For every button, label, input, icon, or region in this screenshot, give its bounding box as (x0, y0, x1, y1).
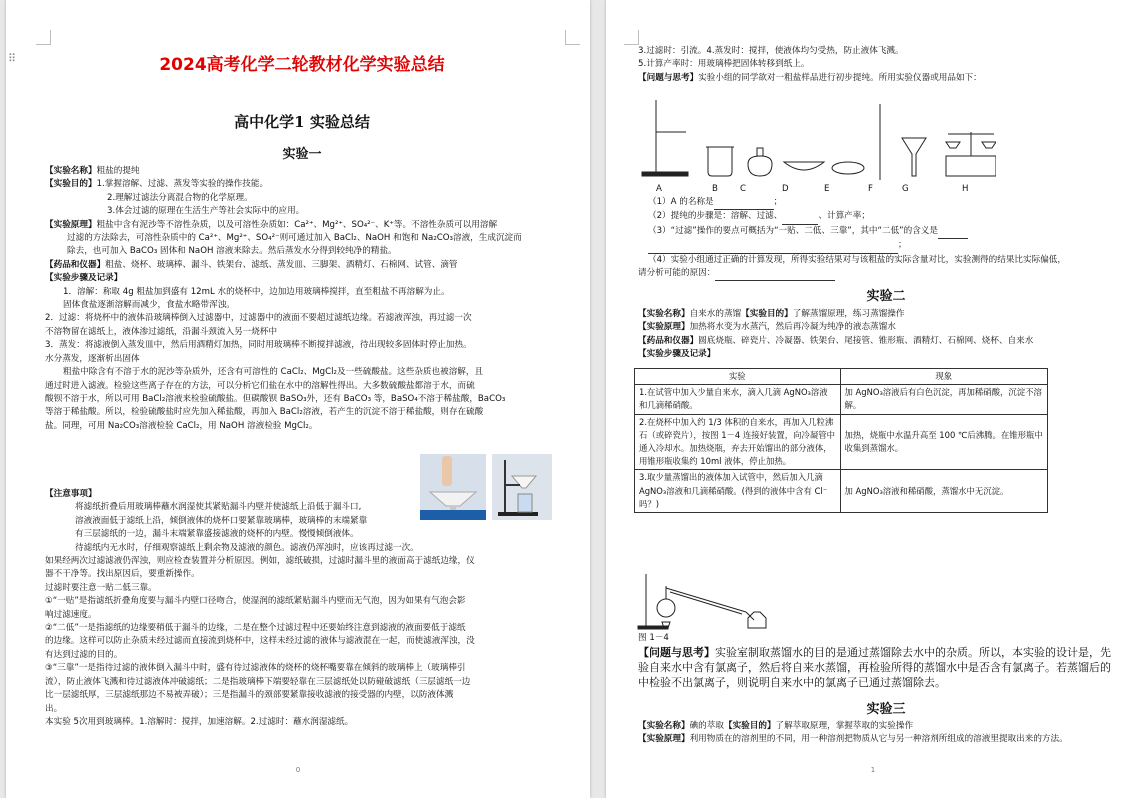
label: 【实验名称】 (638, 309, 690, 319)
label: 【实验名称】 (45, 166, 97, 176)
answer-blank[interactable] (938, 225, 968, 239)
questions-block (638, 196, 1136, 281)
experiment-3-title: 实验三 (866, 702, 906, 717)
question: （3）“过滤”操作的要点可概括为“一贴、二低、三靠”，其中“二低”的含义是 (648, 225, 938, 236)
text: 利用物质在的溶剂里的不同，用一种溶剂把物质从它与另一种溶剂所组成的溶液里提取出来的方法。 (689, 734, 1068, 745)
apparatus-label: G (902, 184, 909, 194)
crop-mark (565, 30, 580, 45)
note-line: 如果经两次过滤滤液仍浑浊，则应检查装置并分析原因。例如，滤纸破损，过滤时漏斗里的液面高于滤纸边缘，仪 (45, 556, 475, 567)
apparatus-label: B (712, 184, 718, 194)
text: 3.过滤时：引流。4.蒸发时：搅拌，使液体均匀受热，防止液体飞溅。 (638, 46, 904, 56)
question-end: ； (898, 240, 907, 251)
apparatus-label: E (824, 184, 830, 194)
label: 【实验目的】 (741, 309, 793, 319)
text: 实验室制取蒸馏水的目的是通过蒸馏除去水中的杂质。所以，本实验的设计是，先 (715, 646, 1111, 659)
text: 过滤的方法除去，可溶性杂质中的 Ca²⁺、Mg²⁺、SO₄²⁻则可通过加入 BaCl₂、NaOH 和饱和 Na₂CO₃溶液，生成沉淀而 (67, 233, 522, 244)
experiment-2-title: 实验二 (866, 289, 906, 304)
answer-blank[interactable] (715, 267, 835, 281)
note-line: 的边缘。这样可以防止杂质未经过滤而直接流到烧杯中，这样未经过滤的液体与滤液混在一起，而使滤液浑浊，没 (45, 636, 475, 647)
note-line: 出。 (45, 703, 63, 714)
question: 请分析可能的原因： (638, 268, 716, 279)
step-text: 1．溶解：称取 4g 粗盐加到盛有 12mL 水的烧杯中，边加边用玻璃棒搅拌，直至粗盐不再溶解为止。 (63, 286, 450, 297)
apparatus-labels (656, 183, 996, 195)
step-text: 2．过滤：将烧杯中的液体沿玻璃棒倒入过滤器中，过滤器中的液面不要超过滤纸边缘。若滤液浑浊，再过滤一次 (45, 313, 472, 324)
note-line: 过滤时要注意一贴二低三靠。 (45, 582, 157, 593)
note-line: 有三层滤纸的一边，漏斗末端紧靠盛接滤液的烧杯的内壁。慢慢倾倒液体。 (75, 529, 359, 540)
page-number: 1 (870, 766, 876, 774)
drag-handle-icon[interactable]: ⠿ (8, 52, 17, 65)
note-line: 响过滤速度。 (45, 609, 97, 620)
apparatus-label: C (740, 184, 747, 194)
label: 【问题与思考】 (638, 72, 699, 83)
note-line: 待滤纸内无水时，仔细观察滤纸上剩余物及滤液的颜色。滤液仍浑浊时，应该再过滤一次。 (75, 542, 419, 553)
note-line: ③“三靠”一是指待过滤的液体倒入漏斗中时，盛有待过滤液体的烧杯的烧杯嘴要靠在倾斜的玻璃棒上（玻璃棒引 (45, 663, 466, 674)
step-text: 3．蒸发：将滤液倒入蒸发皿中，然后用酒精灯加热，同时用玻璃棒不断搅拌滤液，待出现较多固体时停止加热。 (45, 340, 472, 351)
label: 【药品和仪器】 (638, 335, 699, 346)
crop-mark (624, 30, 639, 45)
note-line: 本实验 5次用到玻璃棒。1.溶解时：搅拌，加速溶解。2.过滤时：蘸水润湿滤纸。 (45, 716, 354, 727)
text: 等溶于稀盐酸。所以，检验硫酸盐时应先加入稀盐酸，再加入 BaCl₂溶液，若产生的沉淀不溶于稀盐酸，则存在硫酸 (45, 407, 484, 418)
step-text: 水分蒸发，逐渐析出固体 (45, 353, 140, 364)
apparatus-label: H (962, 184, 969, 194)
answer-blank[interactable] (714, 196, 774, 210)
text: 了解蒸馏原理，练习蒸馏操作 (792, 309, 905, 319)
question: （4）实验小组通过正确的计算发现，所得实验结果对与该粗盐的实际含量对比，实验测得的结果比实际偏低， (648, 254, 1066, 265)
label: 【实验步骤及记录】 (45, 273, 123, 284)
document-title: 2024高考化学二轮教材化学实验总结 (159, 55, 445, 75)
document-page-1 (6, 0, 590, 798)
table-header: 现象 (840, 369, 1048, 385)
experiment-1-title: 实验一 (282, 147, 322, 162)
step-text: 固体食盐逐渐溶解而减少，食盐水略带浑浊。 (63, 300, 235, 311)
text: 粗盐中含有泥沙等不溶性杂质，以及可溶性杂质如：Ca²⁺、Mg²⁺、SO₄²⁻、K⁺等。不溶性杂质可以用溶解 (96, 219, 498, 230)
note-line: 有达到过滤的目的。 (45, 649, 123, 660)
question-thinking-2 (638, 645, 1138, 690)
note-line: 溶液液面低于滤纸上沿，倾倒液体的烧杯口要紧靠玻璃棒，玻璃棒的末端紧靠 (75, 515, 368, 526)
experiment-1-body (45, 165, 565, 433)
note-line: 器不干净等。找出原因后，要重新操作。 (45, 569, 200, 580)
text: 粗盐的提纯 (96, 166, 140, 176)
table-row (635, 385, 1048, 414)
page-number: 0 (295, 766, 301, 774)
goal-item: 3.体会过滤的原理在生活生产等社会实际中的应用。 (107, 206, 305, 217)
label: 【实验名称】 (638, 721, 690, 731)
distillation-figure (636, 572, 776, 632)
note-line: 比一层滤纸厚，三层滤纸那边不易被弄破）；三是指漏斗的颈部要紧靠接收滤液的接受器的内壁，以防液体溅 (45, 690, 454, 701)
table-row (635, 414, 1048, 470)
note-line: ②“二低”一是指滤纸的边缘要稍低于漏斗的边缘，二是在整个过滤过程中还要始终注意到滤液的液面要低于滤纸 (45, 623, 466, 634)
text: 通过时进入滤液。检验这些离子存在的方法，可以分析它们盐在水中的溶解性得出。大多数硫酸盐都溶于水，而硫 (45, 380, 475, 391)
question: （1）A 的名称是 (648, 197, 714, 207)
apparatus-label: D (782, 184, 789, 194)
experiment-3-body (638, 720, 1138, 747)
text: 5.计算产率时：用玻璃棒把固体转移到纸上。 (638, 59, 810, 70)
figure-caption: 图 1－4 (638, 633, 669, 643)
text: 盐。同理，可用 Na₂CO₃溶液检验 CaCl₂，用 NaOH 溶液检验 MgCl₂。 (45, 420, 318, 431)
apparatus-figure (636, 92, 996, 192)
answer-blank[interactable] (782, 210, 818, 224)
goal-item: 2.理解过滤法分离混合物的化学原理。 (107, 192, 253, 203)
label: 【注意事项】 (45, 489, 97, 499)
note-line: ①“一贴”是指滤纸折叠角度要与漏斗内壁口径吻合，使湿润的滤纸紧贴漏斗内壁而无气泡，因为如果有气泡会影 (45, 596, 466, 607)
label: 【实验原理】 (45, 219, 97, 230)
text: 圆底烧瓶、碎瓷片、冷凝器、铁架台、尾接管、锥形瓶、酒精灯、石棉网、烧杯、自来水 (698, 335, 1034, 346)
text: 粗盐中除含有不溶于水的泥沙等杂质外，还含有可溶性的 CaCl₂、MgCl₂及一些硫酸盐。这些杂质也被溶解，且 (63, 367, 484, 378)
table-cell: 3.取少量蒸馏出的液体加入试管中，然后加入几滴 AgNO₃溶液和几滴稀硝酸。(得到的液体中含有 Cl⁻吗？) (635, 470, 841, 513)
table-cell: 加热，烧瓶中水温升高至 100 ℃后沸腾。在锥形瓶中收集到蒸馏水。 (840, 414, 1048, 470)
text: 实验小组的同学欲对一粗盐样品进行初步提纯。所用实验仪器或用品如下： (698, 72, 982, 83)
text: 酸钡不溶于水，所以可用 BaCl₂溶液来检验硫酸盐。但碳酸钡 BaSO₃外，还有 BaCO₃ 等，BaSO₄不溶于稀盐酸，BaCO₃ (45, 393, 506, 404)
table-header-row (635, 369, 1048, 385)
question: （2）提纯的步骤是：溶解、过滤、 (648, 211, 783, 222)
table-header: 实验 (635, 369, 841, 385)
text: 中检验不出氯离子，则说明自来水中的氯离子已通过蒸馏除去。 (638, 676, 946, 689)
question-end: ； (773, 197, 783, 207)
page2-top-text (638, 45, 1138, 85)
answer-blank[interactable] (648, 239, 898, 253)
label: 【实验原理】 (638, 734, 690, 745)
label: 【实验步骤及记录】 (638, 349, 716, 360)
question-end: 、计算产率； (818, 211, 870, 222)
text: 碘的萃取 (689, 721, 724, 731)
table-cell: 2.在烧杯中加入约 1/3 体积的自来水，再加入几粒沸石（或碎瓷片），按图 1－4 连接好装置，向冷凝管中通入冷却水。加热烧瓶，弃去开始馏出的部分液体，用锥形瓶收集约 10ml 液体，停止加热。 (635, 414, 841, 470)
label: 【药品和仪器】 (45, 259, 106, 270)
text: 除去，也可加入 BaCO₃ 固体和 NaOH 溶液来除去。然后蒸发水分得到较纯净的精盐。 (67, 246, 397, 257)
notes-section (45, 488, 565, 729)
label: 【实验原理】 (638, 322, 690, 333)
label: 【实验目的】 (45, 179, 97, 190)
experiment-2-body (638, 308, 1138, 362)
label: 【实验目的】 (723, 721, 776, 731)
note-line: 流），防止液体飞溅和待过滤液体冲破滤纸；二是指玻璃棒下端要轻靠在三层滤纸处以防碰破滤纸（三层滤纸一边 (45, 676, 471, 687)
apparatus-label: A (656, 184, 662, 194)
text: 加热将水变为水蒸汽，然后再冷凝为纯净的液态蒸馏水 (689, 322, 896, 333)
document-page-2 (606, 0, 1140, 798)
text: 验自来水中含有氯离子，然后将自来水蒸馏，再检验所得的蒸馏水中是否含有氯离子。若蒸馏后的 (638, 661, 1111, 674)
table-cell: 加 AgNO₃溶液后有白色沉淀，再加稀硝酸，沉淀不溶解。 (840, 385, 1048, 414)
step-text: 不溶物留在滤纸上，液体渗过滤纸，沿漏斗颈流入另一烧杯中 (45, 326, 278, 337)
goal-item: 1.掌握溶解、过滤、蒸发等实验的操作技能。 (96, 179, 269, 190)
text: 自来水的蒸馏 (689, 309, 742, 319)
text: 了解萃取原理，掌握萃取的实验操作 (775, 721, 914, 731)
table-cell: 加 AgNO₃溶液和稀硝酸，蒸馏水中无沉淀。 (840, 470, 1048, 513)
label: 【问题与思考】 (638, 646, 715, 659)
section-title: 高中化学1 实验总结 (234, 113, 370, 131)
text: 粗盐、烧杯、玻璃棒、漏斗、铁架台、滤纸、蒸发皿、三脚架、酒精灯、石棉网、试管、滴管 (105, 259, 458, 270)
note-line: 将滤纸折叠后用玻璃棒蘸水润湿使其紧贴漏斗内壁并使滤纸上沿低于漏斗口, (75, 502, 362, 513)
experiment-table (634, 368, 1048, 513)
table-row (635, 470, 1048, 513)
table-cell: 1.在试管中加入少量自来水，滴入几滴 AgNO₃溶液和几滴稀硝酸。 (635, 385, 841, 414)
apparatus-label: F (868, 184, 873, 194)
crop-mark (36, 30, 51, 45)
